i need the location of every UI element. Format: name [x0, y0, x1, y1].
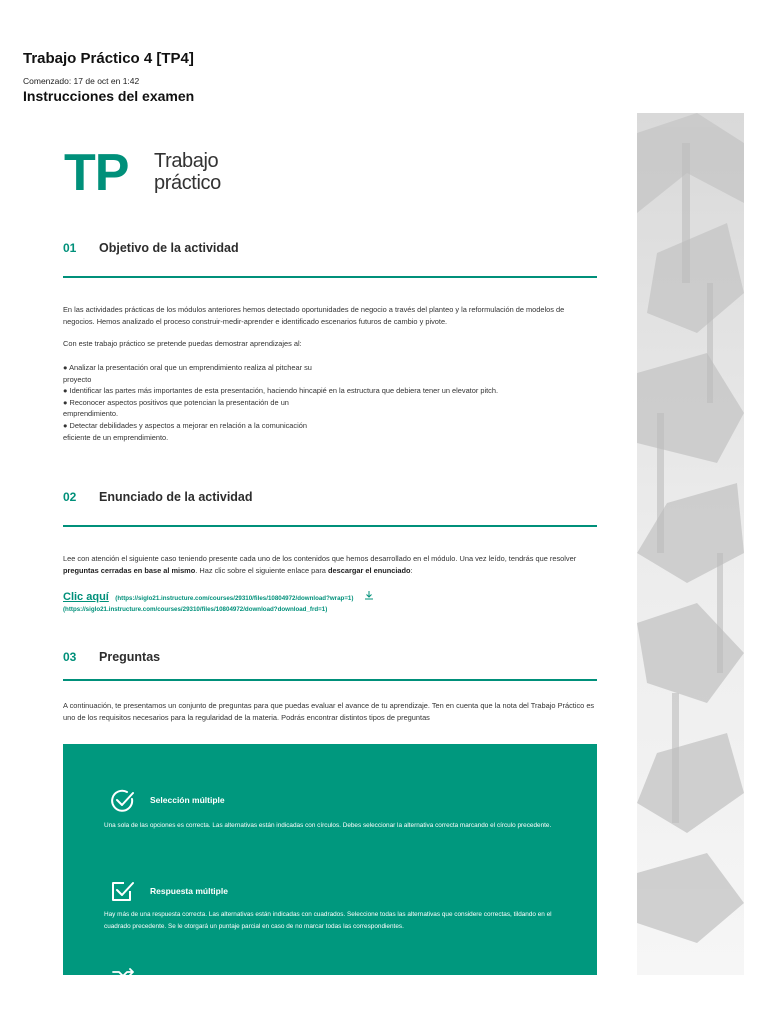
section-title: Preguntas [99, 650, 161, 664]
question-type-description: Hay más de una respuesta correcta. Las alternativas están indicadas con cuadrados. Seleccione todas las alternativas que considere correctas, tildando en el cuadrado precedente. Se le otorgará un puntaje parcial en caso de no marcar todas las correspondientes. [104, 911, 552, 931]
section-title: Objetivo de la actividad [99, 241, 239, 255]
section-number: 02 [63, 490, 77, 504]
list-item: ● Detectar debilidades y aspectos a mejorar en relación a la comunicación [63, 420, 307, 430]
section-number: 01 [63, 241, 77, 255]
list-item: eficiente de un emprendimiento. [63, 432, 169, 442]
list-item: ● Identificar las partes más importantes de esta presentación, haciendo hincapié en la estructura que debiera tener un elevator pitch. [63, 386, 499, 396]
logo-line1: Trabajo [154, 150, 219, 172]
section-number: 03 [63, 650, 77, 664]
logo-mark: TP [64, 144, 129, 202]
question-type-description: Una sola de las opciones es correcta. Las alternativas están indicadas con círculos. Debes seleccionar la alternativa correcta marcando el círculo precedente. [104, 822, 552, 829]
download-link[interactable]: Clic aquí [63, 591, 109, 604]
logo-line2: práctico [154, 172, 221, 194]
checkbox-check-icon [110, 878, 136, 909]
objective-bullet-list [63, 362, 597, 443]
shuffle-icon [112, 968, 136, 975]
download-link-row [63, 587, 597, 605]
list-item: ● Reconocer aspectos positivos que potencian la presentación de un [63, 397, 289, 407]
logo-text [154, 150, 221, 194]
question-types-panel [63, 744, 597, 975]
objective-intro: Con este trabajo práctico se pretende puedas demostrar aprendizajes al: [63, 339, 302, 348]
decorative-architecture-image [637, 113, 744, 975]
download-icon[interactable] [364, 587, 374, 605]
question-type-title: Respuesta múltiple [150, 886, 228, 896]
list-item: emprendimiento. [63, 409, 119, 419]
objective-paragraph: En las actividades prácticas de los módulos anteriores hemos detectado oportunidades de negocio a través del planteo y la reformulación de modelos de negocios. Hemos analizado el proceso construir-medir-aprender e identificado escenarios futuros de cambio y pivote. [63, 305, 565, 326]
question-type-title: Selección múltiple [150, 795, 225, 805]
statement-paragraph: Lee con atención el siguiente caso teniendo presente cada uno de los contenidos que hemos desarrollado en el módulo. Una vez leído, tendrás que resolver preguntas cerradas en base al mismo. Haz clic sobre el siguiente enlace para descargar el enunciado: [63, 554, 577, 575]
section-divider [63, 525, 597, 527]
download-link-url[interactable]: (https://siglo21.instructure.com/courses/29310/files/10804972/download?wrap=1) [115, 595, 354, 603]
direct-download-link[interactable]: (https://siglo21.instructure.com/courses/29310/files/10804972/download?download_frd=1) [63, 606, 328, 613]
list-item: ● Analizar la presentación oral que un emprendimiento realiza al pitchear su [63, 363, 312, 372]
instructions-title: Instrucciones del examen [23, 88, 195, 104]
started-timestamp: Comenzado: 17 de oct en 1:42 [23, 76, 140, 86]
section-title: Enunciado de la actividad [99, 490, 253, 504]
questions-intro: A continuación, te presentamos un conjunto de preguntas para que puedas evaluar el avance de tu aprendizaje. Ten en cuenta que la nota del Trabajo Práctico es uno de los requisitos necesarios para la regularidad de la materia. Podrás encontrar distintos tipos de preguntas [63, 701, 595, 722]
section-divider [63, 276, 597, 278]
page-title: Trabajo Práctico 4 [TP4] [23, 50, 194, 67]
section-divider [63, 679, 597, 681]
list-item: proyecto [63, 374, 92, 384]
circle-check-icon [110, 788, 136, 819]
